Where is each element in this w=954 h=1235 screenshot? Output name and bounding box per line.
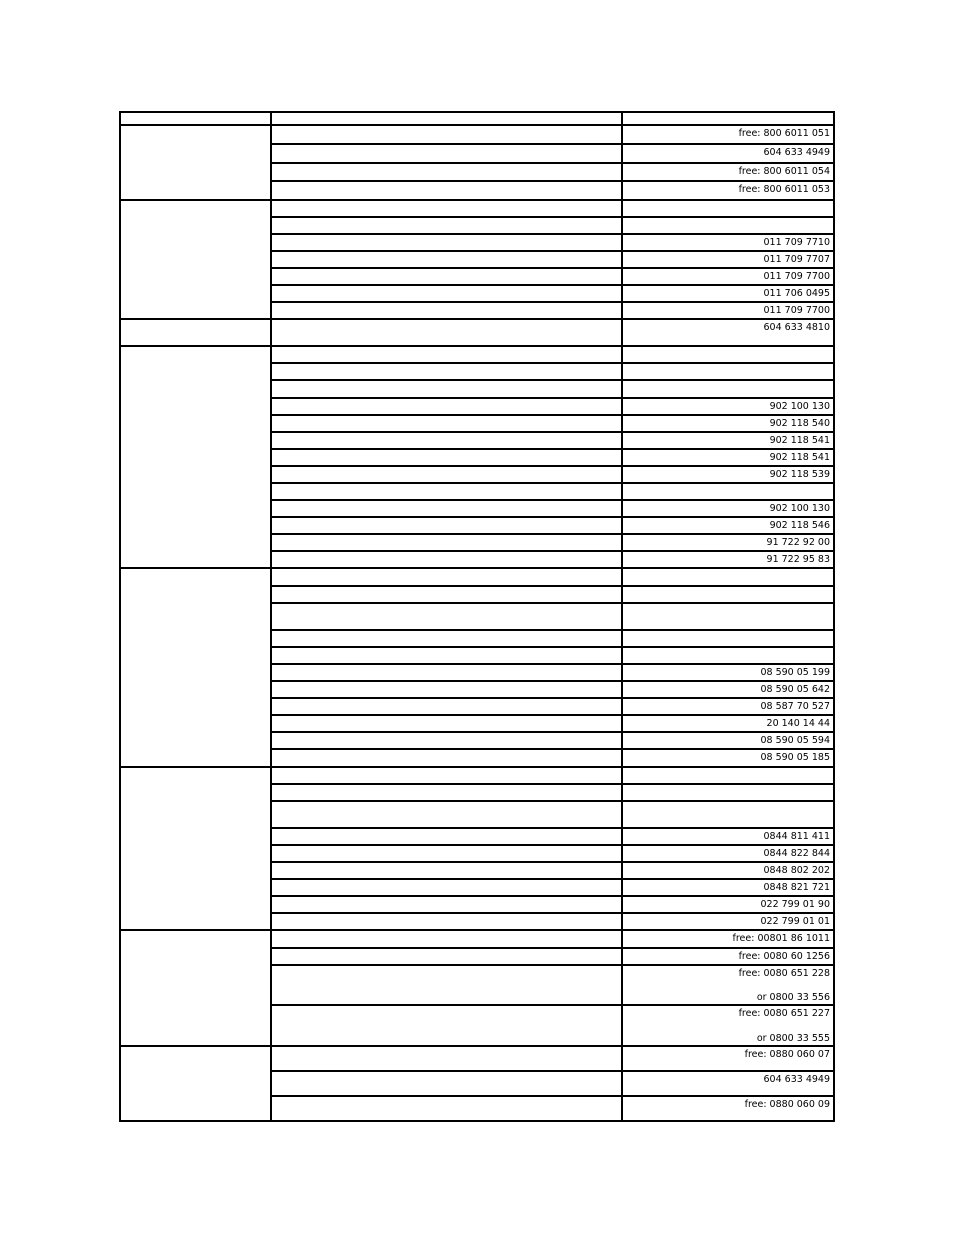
service-cell	[270, 1047, 622, 1072]
phone-number: 604 633 4810	[763, 322, 830, 333]
table-row	[270, 964, 835, 1006]
phone-number: 022 799 01 01	[760, 916, 830, 927]
country-cell	[119, 124, 272, 201]
phone-number: 0848 802 202	[763, 865, 830, 876]
phone-number: 902 118 546	[769, 520, 830, 531]
phone-number-cell	[623, 1047, 830, 1072]
table-row	[270, 748, 835, 768]
table-row	[270, 1004, 835, 1047]
phone-number: 011 709 7700	[763, 305, 830, 316]
service-cell	[270, 604, 622, 631]
service-cell	[270, 1097, 622, 1122]
alt-phone-number: or 0800 33 555	[756, 1033, 830, 1044]
table-row	[270, 1070, 835, 1097]
phone-number: free: 0080 651 227	[738, 1008, 830, 1019]
phone-number: free: 0080 60 1256	[738, 951, 830, 962]
service-cell	[270, 966, 622, 1006]
phone-number: 0844 822 844	[763, 848, 830, 859]
table-row	[270, 162, 835, 182]
table-row	[270, 567, 835, 587]
phone-number: free: 0080 651 228	[738, 968, 830, 979]
phone-number: 011 706 0495	[763, 288, 830, 299]
phone-number: 902 100 130	[769, 503, 830, 514]
country-cell	[119, 929, 272, 1047]
phone-number-cell	[623, 604, 830, 631]
table-row	[270, 180, 835, 201]
phone-number: 604 633 4949	[763, 147, 830, 158]
phone-number: 011 709 7700	[763, 271, 830, 282]
table-bottom-border	[119, 1120, 835, 1122]
country-cell	[119, 567, 272, 768]
alt-phone-number: or 0800 33 556	[756, 992, 830, 1003]
phone-number: free: 800 6011 054	[738, 166, 830, 177]
service-cell	[270, 320, 622, 347]
phone-number: 011 709 7707	[763, 254, 830, 265]
phone-number: 902 118 539	[769, 469, 830, 480]
phone-number: 08 590 05 642	[760, 684, 830, 695]
country-cell	[119, 318, 272, 347]
phone-number: 0848 821 721	[763, 882, 830, 893]
table-row	[270, 929, 835, 949]
phone-number-cell	[623, 320, 830, 347]
phone-number: 08 587 70 527	[760, 701, 830, 712]
service-cell	[270, 1072, 622, 1097]
phone-number-cell	[623, 1097, 830, 1122]
phone-number-cell	[623, 1006, 830, 1047]
phone-number: 08 590 05 594	[760, 735, 830, 746]
table-row	[270, 379, 835, 399]
phone-number: 011 709 7710	[763, 237, 830, 248]
table-row	[270, 143, 835, 164]
country-cell	[119, 345, 272, 569]
country-cell	[119, 766, 272, 931]
table-row	[270, 124, 835, 145]
table-row	[270, 1095, 835, 1122]
phone-number: 902 118 540	[769, 418, 830, 429]
phone-number: 022 799 01 90	[760, 899, 830, 910]
phone-number: 604 633 4949	[763, 1074, 830, 1085]
phone-number-cell	[623, 802, 830, 829]
phone-number: 08 590 05 199	[760, 667, 830, 678]
phone-number: 902 100 130	[769, 401, 830, 412]
phone-number: 902 118 541	[769, 435, 830, 446]
phone-number-cell	[623, 1072, 830, 1097]
table-row	[270, 602, 835, 631]
phone-number: free: 00801 86 1011	[732, 933, 830, 944]
phone-number: 902 118 541	[769, 452, 830, 463]
table-row	[270, 318, 835, 347]
phone-number: 91 722 95 83	[766, 554, 830, 565]
phone-number: 0844 811 411	[763, 831, 830, 842]
table-row	[270, 1045, 835, 1072]
phone-number: free: 0880 060 07	[744, 1049, 830, 1060]
service-cell	[270, 802, 622, 829]
phone-number: free: 800 6011 053	[738, 184, 830, 195]
phone-number: 20 140 14 44	[766, 718, 830, 729]
phone-number: 91 722 92 00	[766, 537, 830, 548]
phone-number: free: 0880 060 09	[744, 1099, 830, 1110]
phone-number: 08 590 05 185	[760, 752, 830, 763]
table-row	[270, 800, 835, 829]
service-cell	[270, 1006, 622, 1047]
phone-number: free: 800 6011 051	[738, 128, 830, 139]
phone-number-cell	[623, 966, 830, 1006]
country-cell	[119, 1045, 272, 1122]
country-cell	[119, 199, 272, 320]
